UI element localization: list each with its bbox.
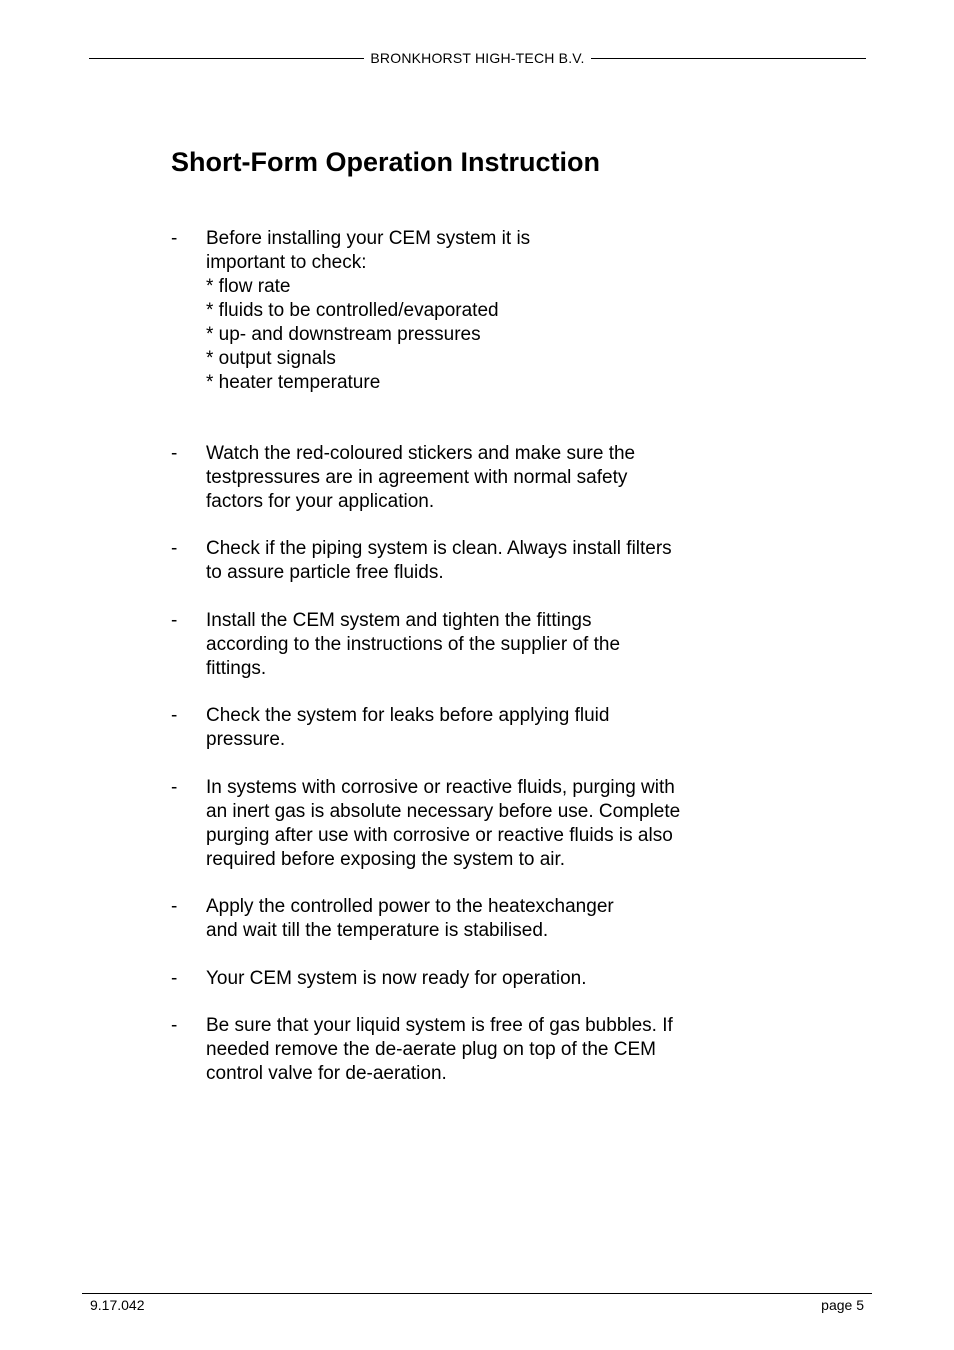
instruction-text: Check if the piping system is clean. Always install filters to assure particle free fluids. xyxy=(206,538,672,583)
page-title: Short-Form Operation Instruction xyxy=(171,147,600,177)
instruction-item-purging xyxy=(171,776,741,872)
bullet-dash: - xyxy=(171,896,178,917)
bullet-dash: - xyxy=(171,228,178,249)
instruction-text: Watch the red-coloured stickers and make sure the testpressures are in agreement with normal safety factors for your application. xyxy=(206,443,636,512)
page-header xyxy=(89,48,866,68)
page-footer xyxy=(82,1293,872,1313)
instruction-text: Before installing your CEM system it is important to check: * flow rate * fluids to be controlled/evaporated * up- and downstream pressures * output signals * heater temperature xyxy=(206,228,531,393)
instruction-text: Apply the controlled power to the heatexchanger and wait till the temperature is stabilised. xyxy=(206,896,614,941)
header-company-name: BRONKHORST HIGH-TECH B.V. xyxy=(370,50,585,66)
bullet-dash: - xyxy=(171,705,178,726)
document-number: 9.17.042 xyxy=(90,1297,145,1313)
header-rule-right xyxy=(591,58,866,59)
instruction-item-gas-bubbles xyxy=(171,1014,741,1086)
instruction-text: Your CEM system is now ready for operation. xyxy=(206,968,587,989)
instruction-item-check-before-install xyxy=(171,227,741,395)
instruction-item-power xyxy=(171,895,741,943)
instruction-text: Be sure that your liquid system is free of gas bubbles. If needed remove the de-aerate plug on top of the CEM control valve for de-aeration. xyxy=(206,1015,673,1084)
instruction-item-install xyxy=(171,609,741,681)
bullet-dash: - xyxy=(171,443,178,464)
instruction-text: Check the system for leaks before applying fluid pressure. xyxy=(206,705,610,750)
bullet-dash: - xyxy=(171,968,178,989)
page-number: page 5 xyxy=(821,1297,864,1313)
instruction-item-ready xyxy=(171,967,741,991)
bullet-dash: - xyxy=(171,538,178,559)
bullet-dash: - xyxy=(171,1015,178,1036)
instruction-item-leaks xyxy=(171,704,741,752)
header-rule-left xyxy=(89,58,364,59)
instruction-item-piping xyxy=(171,537,741,585)
instruction-text: In systems with corrosive or reactive fluids, purging with an inert gas is absolute necessary before use. Complete purging after use with corrosive or reactive fluids is also required before exposing the system to air. xyxy=(206,777,681,870)
bullet-dash: - xyxy=(171,777,178,798)
bullet-dash: - xyxy=(171,610,178,631)
instruction-item-stickers xyxy=(171,442,741,514)
instruction-text: Install the CEM system and tighten the fittings according to the instructions of the supplier of the fittings. xyxy=(206,610,621,679)
